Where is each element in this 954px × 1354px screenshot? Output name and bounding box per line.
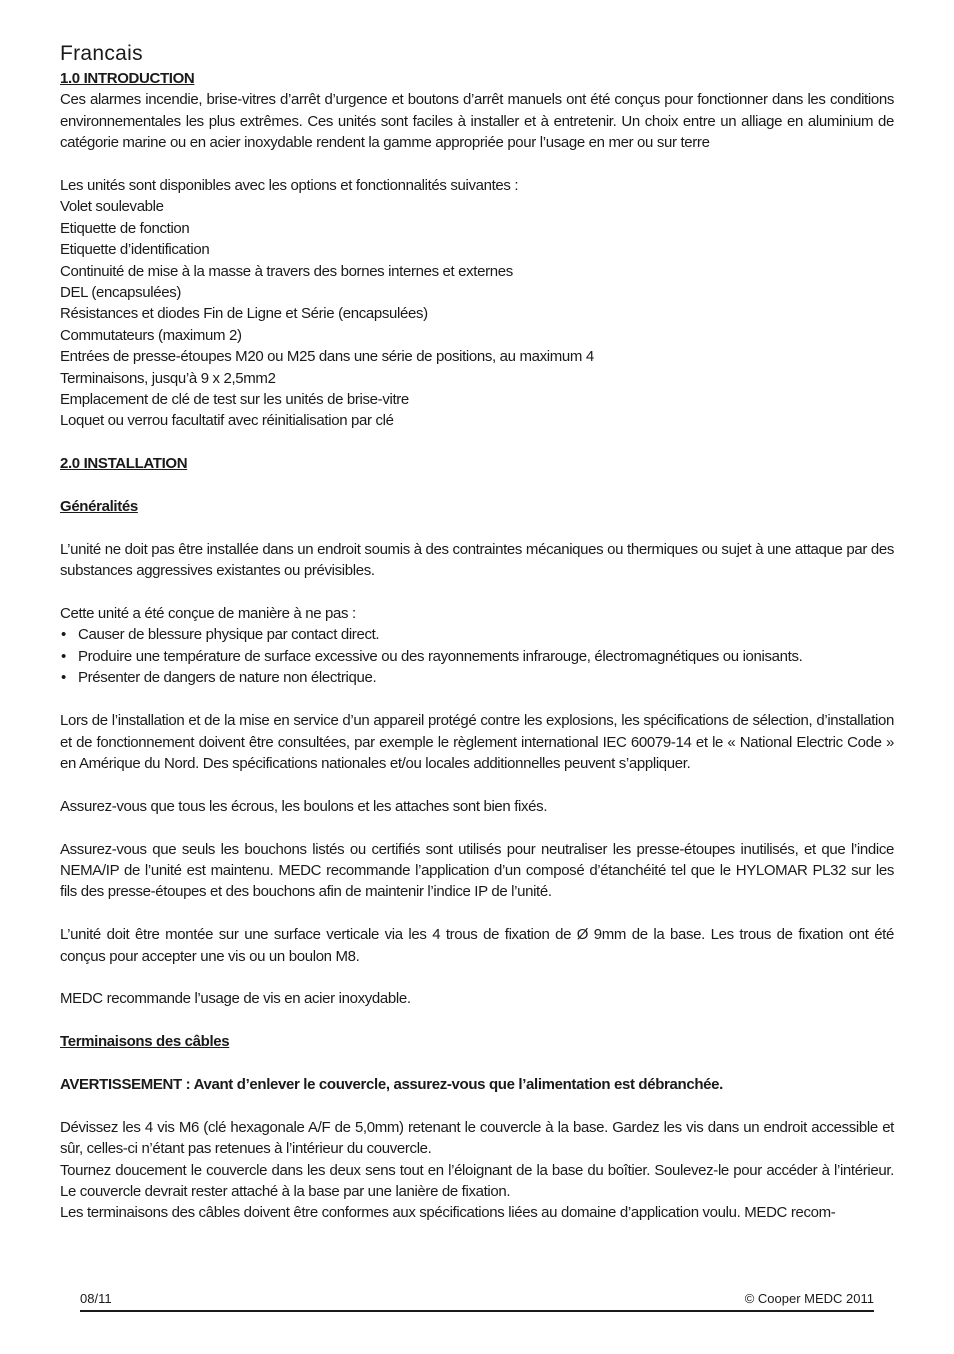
option-item: Etiquette de fonction (60, 219, 190, 237)
design-lead: Cette unité a été conçue de manière à ne pas : (60, 605, 356, 623)
bullet-icon: • (61, 626, 66, 644)
installation-paragraph: Assurez-vous que tous les écrous, les boulons et les attaches sont bien fixés. (60, 797, 548, 815)
installation-paragraph: L’unité doit être montée sur une surface verticale via les 4 trous de fixation de Ø 9mm de la base. Les trous de fixation ont été conçus pour accepter une vis ou un boulon M8. (60, 926, 894, 965)
option-item: DEL (encapsulées) (60, 284, 182, 302)
installation-paragraph: Dévissez les 4 vis M6 (clé hexagonale A/F de 5,0mm) retenant le couvercle à la base. Gardez les vis dans un endroit accessible et sûr, celles-ci n’étant pas retenues à l’intérieur du couvercle. (60, 1118, 894, 1158)
installation-paragraph: MEDC recommande l’usage de vis en acier inoxydable. (60, 990, 411, 1008)
general-heading: Généralités (60, 498, 138, 516)
bullet-icon: • (61, 669, 66, 687)
option-item: Terminaisons, jusqu’à 9 x 2,5mm2 (60, 369, 276, 387)
option-item: Entrées de presse-étoupes M20 ou M25 dans une série de positions, au maximum 4 (60, 348, 594, 366)
option-item: Volet soulevable (60, 198, 164, 216)
installation-paragraph: Les terminaisons des câbles doivent être conformes aux spécifications liées au domaine d’application voulu. MEDC recom- (60, 1204, 836, 1222)
option-item: Commutateurs (maximum 2) (60, 326, 242, 344)
installation-paragraph: Lors de l’installation et de la mise en service d’un appareil protégé contre les explosions, les spécifications de sélection, d’installation et de fonctionnement doivent être consultées, par exemple le règlement international IEC 60079-14 et le « National Electric Code » en Amérique du Nord. Des spécifications nationales et/ou locales additionnelles peuvent s’appliquer. (60, 712, 894, 772)
document-body (60, 40, 894, 1224)
options-lead: Les unités sont disponibles avec les options et fonctionnalités suivantes : (60, 177, 519, 195)
installation-paragraph: Assurez-vous que seuls les bouchons listés ou certifiés sont utilisés pour neutraliser les presse-étoupes inutilisés, et que l’indice NEMA/IP de l’unité est maintenu. MEDC recommande l’application d’un composé d’étanchéité tel que le HYLOMAR PL32 sur les fils des presse-étoupes et des bouchons afin de maintenir l’indice IP de l’unité. (60, 840, 894, 901)
page-footer (80, 1290, 874, 1312)
option-item: Emplacement de clé de test sur les unités de brise-vitre (60, 391, 409, 409)
option-item: Résistances et diodes Fin de Ligne et Série (encapsulées) (60, 305, 428, 323)
option-item: Loquet ou verrou facultatif avec réinitialisation par clé (60, 412, 394, 430)
language-title: Francais (60, 42, 143, 65)
installation-paragraph: Tournez doucement le couvercle dans les deux sens tout en l’éloignant de la base du boîtier. Soulevez-le pour accéder à l’intérieur. Le couvercle devrait rester attaché à la base par une lanière de fixation. (60, 1161, 894, 1200)
bullet-item: • Causer de blessure physique par contact direct. (60, 624, 894, 645)
intro-heading: 1.0 INTRODUCTION (60, 70, 195, 87)
option-item: Continuité de mise à la masse à travers des bornes internes et externes (60, 262, 513, 280)
warning-text: AVERTISSEMENT : Avant d’enlever le couvercle, assurez-vous que l’alimentation est débranchée. (60, 1075, 723, 1093)
footer-copyright: © Cooper MEDC 2011 (744, 1291, 874, 1306)
footer-date: 08/11 (80, 1291, 112, 1306)
bullet-icon: • (61, 647, 66, 665)
installation-paragraph: L’unité ne doit pas être installée dans un endroit soumis à des contraintes mécaniques ou thermiques ou sujet à une attaque par des substances aggressives existantes ou prévisibles. (60, 540, 894, 580)
cable-heading: Terminaisons des câbles (60, 1033, 230, 1051)
intro-paragraph: Ces alarmes incendie, brise-vitres d’arrêt d’urgence et boutons d’arrêt manuels ont été conçus pour fonctionner dans les conditions environnementales les plus extrêmes. Ces unités sont faciles à installer et à entretenir. Un choix entre un alliage en aluminium de catégorie marine ou en acier inoxydable rendent la gamme appropriée pour l’usage en mer ou sur terre (60, 91, 894, 152)
bullet-item: • Présenter de dangers de nature non électrique. (60, 667, 894, 688)
bullet-item: • Produire une température de surface excessive ou des rayonnements infrarouge, électromagnétiques ou ionisants. (60, 646, 894, 667)
options-list (60, 196, 894, 431)
design-bullet-list (60, 624, 894, 688)
option-item: Etiquette d’identification (60, 241, 210, 259)
installation-heading: 2.0 INSTALLATION (60, 455, 188, 473)
